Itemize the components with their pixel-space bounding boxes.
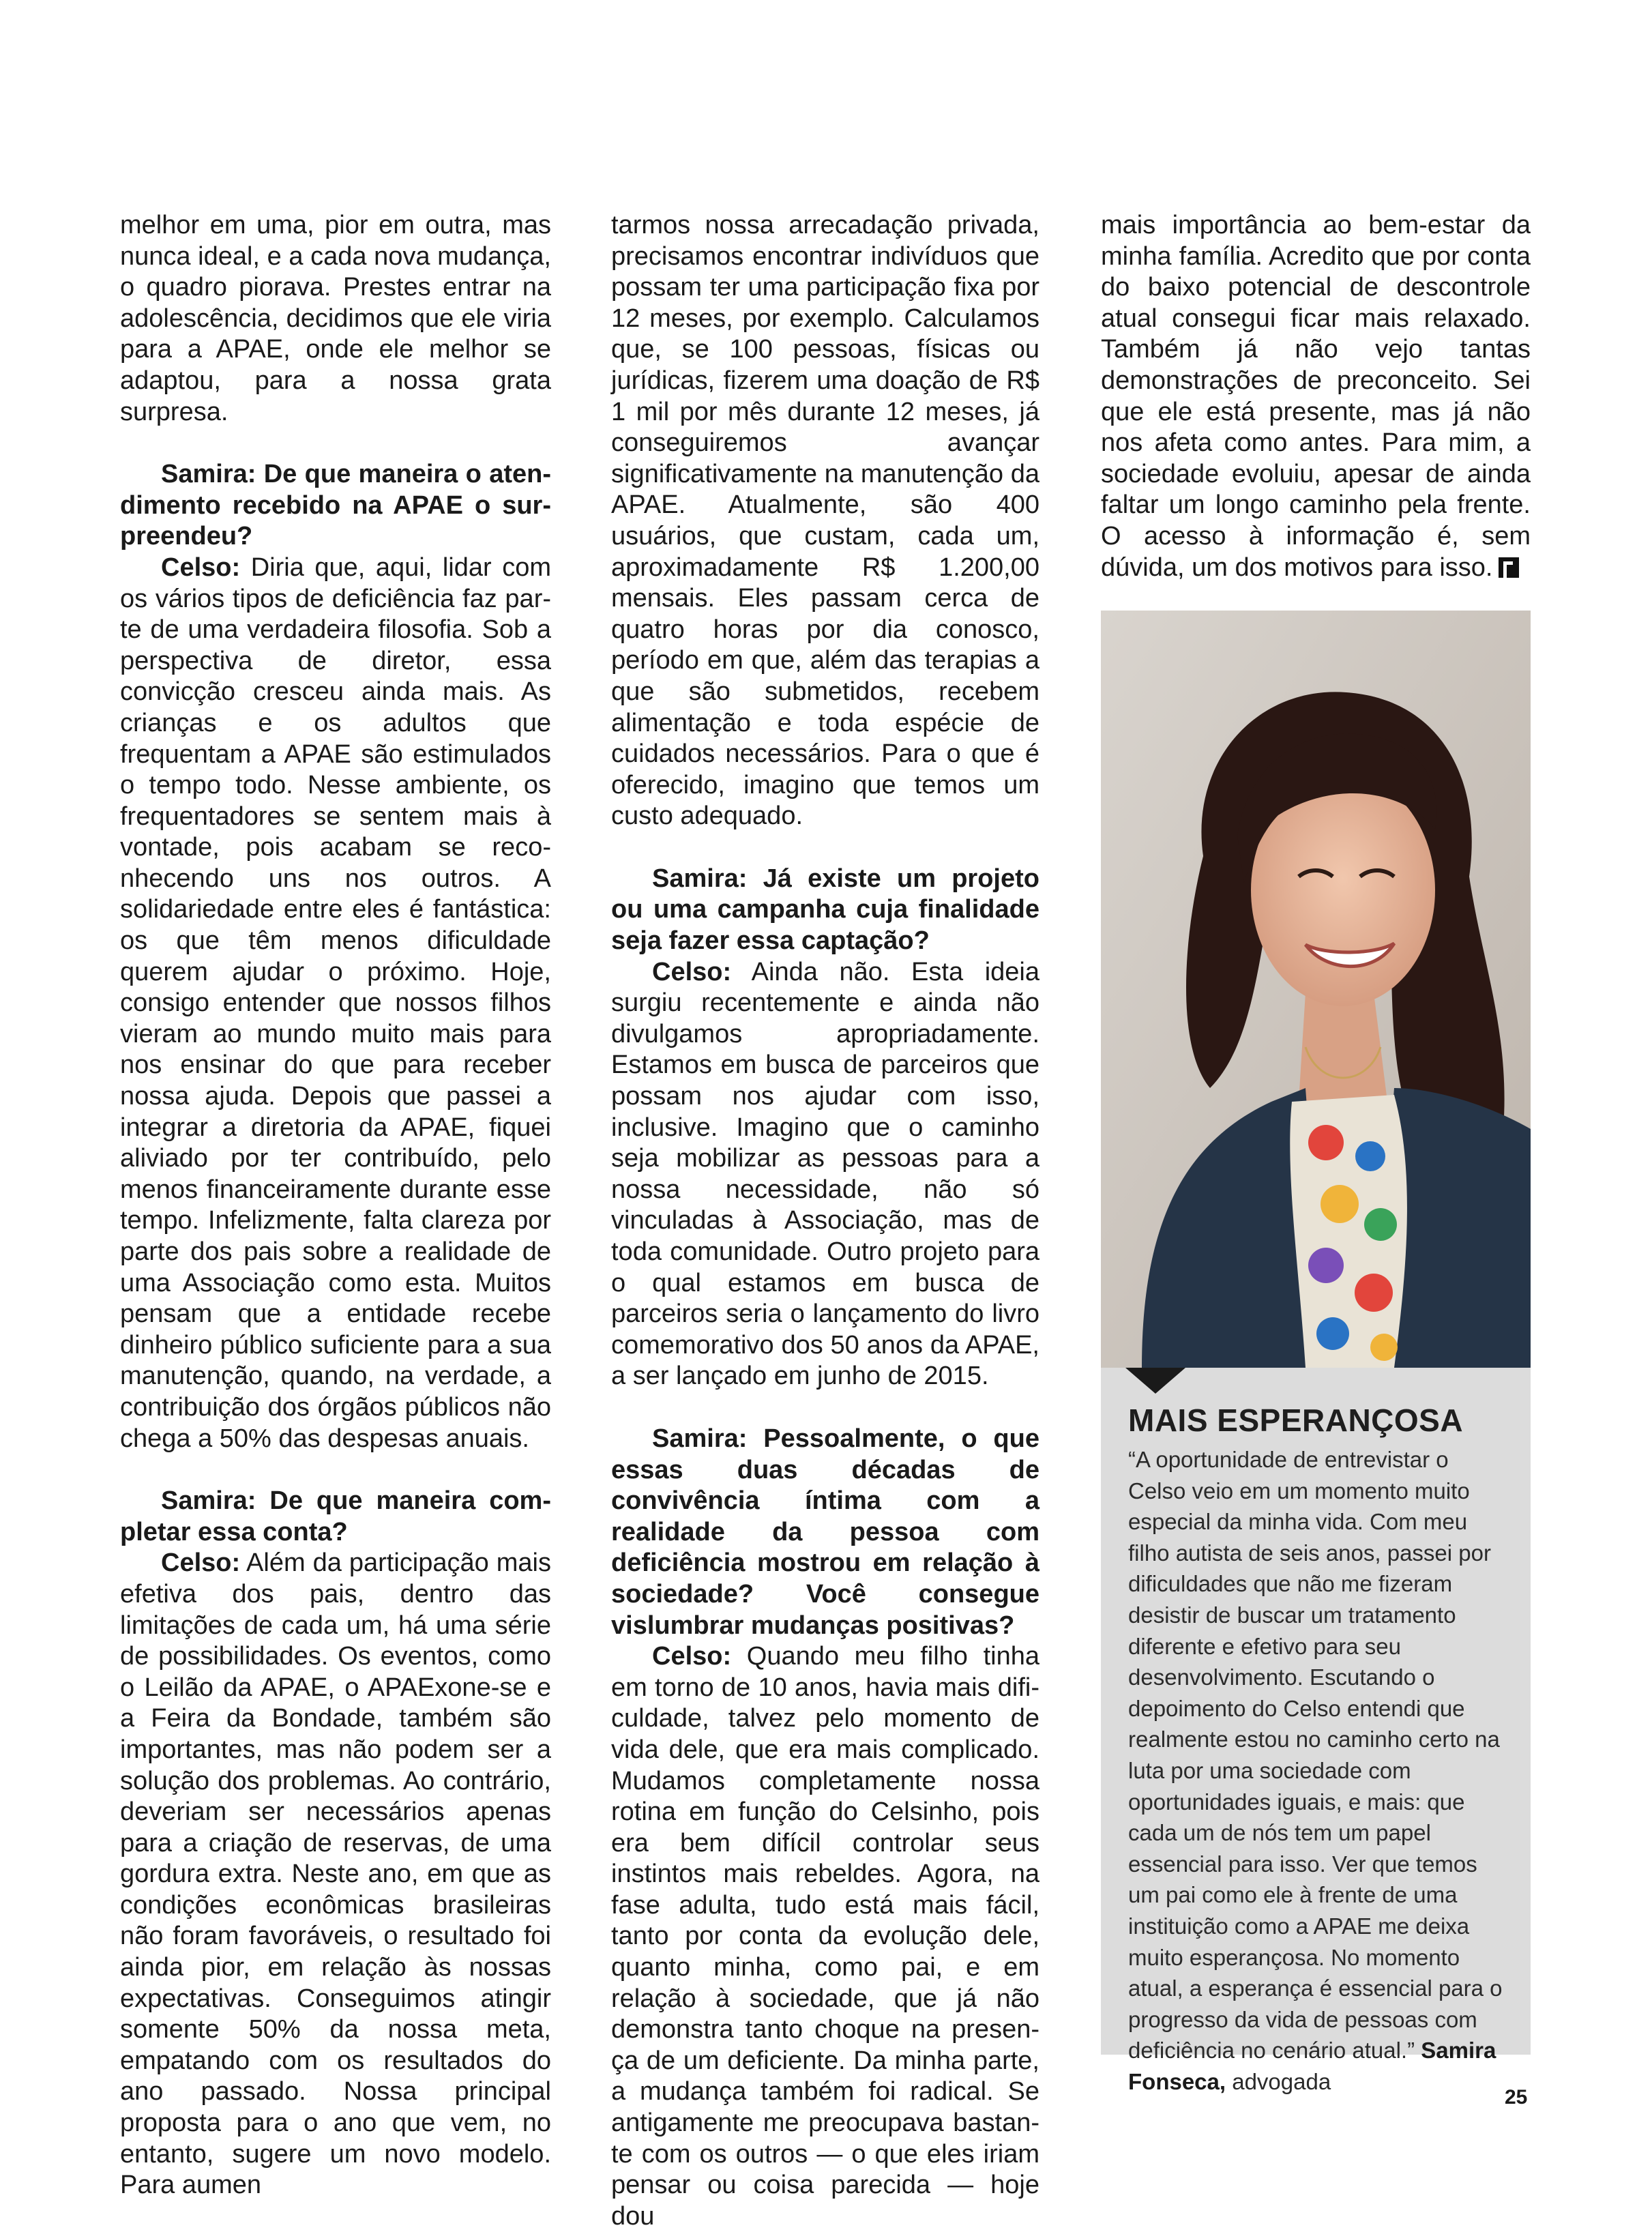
author-name: Samira Fonseca, [1128,2038,1496,2094]
speaker-label: Celso: [161,553,241,582]
interview-question: Samira: De que maneira completar essa conta? [120,1486,551,1546]
article-column-1 [120,210,551,2201]
interview-answer [611,957,1039,1392]
article-column-2 [611,210,1039,2232]
closing-text: mais importância ao bem-estar da minha família. Acredito que por conta do baixo potencial de descontrole atual consegui ficar mais relaxado. Também já não vejo tantas demonstrações de preconceito. Sei que ele está presente, mas já não nos afeta como antes. Para mim, a sociedade evoluiu, apesar de ainda faltar um longo caminho pela frente. O acesso à informação é, sem dúvida, um dos motivos para isso. [1101,211,1531,582]
answer-text: Diria que, aqui, lidar com os vários tipos de deficiência faz parte de uma verdadeira filosofia. Sob a perspectiva de diretor, essa convicção cresceu ainda mais. As crianças e os adultos que frequentam a APAE são estimulados o tempo todo. Nesse ambiente, os frequentadores se sentem mais à vontade, pois acabam se reconhecendo uns nos outros. A solidariedade entre eles é fantástica: os que têm menos dificuldade querem ajudar o próximo. Hoje, consigo entender que nossos filhos vieram ao mundo muito mais para nos ensinar do que para receber nossa ajuda. Depois que passei a integrar a diretoria da APAE, fiquei aliviado por ter contribuído, pelo menos financeiramente durante esse tempo. Infelizmente, falta clareza por parte dos pais sobre a realidade de uma Associação como esta. Muitos pensam que a entidade recebe dinheiro público suficiente para a sua manutenção, quando, na verdade, a contribuição dos órgãos públicos não chega a 50% das despesas anuais. [120,553,551,1453]
answer-text: Além da participação mais efetiva dos pais, dentro das limitações de cada um, há uma série de possibilidades. Os eventos, como o Leilão da APAE, o APAExone-se e a Feira da Bondade, também são importantes, mas não podem ser a solução dos problemas. Ao contrário, deveriam ser necessários apenas para a criação de reservas, de uma gordura extra. Neste ano, em que as condições econômicas brasileiras não foram favoráveis, o resultado foi ainda pior, em relação às nossas expectativas. Conseguimos atingir somente 50% da nossa meta, empatando com os resultados do ano passado. Nossa principal proposta para o ano que vem, no entanto, sugere um novo modelo. Para aumen [120,1548,551,2200]
quote-text: “A oportunidade de entrevistar o Celso veio em um momento muito especial da minha vida. Com meu filho autista de seis anos, passei por dificuldades que não me fizeram desistir de buscar um tratamento diferente e efetivo para seu desenvolvimento. Escutando o depoimento do Celso entendi que realmente estou no caminho certo na luta por uma sociedade com oportunidades iguais, e mais: que cada um de nós tem um papel essencial para isso. Ver que temos um pai como ele à frente de uma instituição como a APAE me deixa muito esperançosa. No momento atual, a esperança é essencial para o progresso da vida de pessoas com deficiência no cenário atual.” [1128,1447,1503,2064]
interview-question: Samira: De que maneira o atendimento recebido na APAE o surpreendeu? [120,460,551,551]
page-number: 25 [1505,2086,1528,2109]
sidebar-quote [1128,1444,1510,2097]
sidebar-box [1101,1368,1531,2094]
answer-text: Ainda não. Esta ideia surgiu recentemente e ainda não divulgamos apropriadamente. Estamos em busca de parceiros que possam nos ajudar com isso, inclusive. Imagino que o caminho seja mobilizar as pessoas para a nossa necessidade, não só vinculadas à Associação, mas de toda comunidade. Outro projeto para o qual estamos em busca de parceiros seria o lançamento do livro comemorativo dos 50 anos da APAE, a ser lançado em junho de 2015. [611,957,1039,1391]
interview-answer [611,1641,1039,2232]
interview-answer [120,553,551,1454]
paragraph: melhor em uma, pior em outra, mas nunca ideal, e a cada nova mudança, o quadro piorava. Prestes entrar na adolescência, decidimos que ele viria para a APAE, onde ele melhor se adaptou, para a nossa grata surpresa. [120,211,551,426]
article-column-3 [1101,210,1531,583]
interview-question: Samira: Já existe um projeto ou uma campanha cuja finalidade seja fazer essa captação? [611,864,1039,956]
end-of-article-icon [1499,557,1519,578]
answer-text: Quando meu filho tinha em torno de 10 anos, havia mais dificuldade, talvez pelo momento de vida dele, que era mais complicado. Mudamos completamente nossa rotina em função do Celsinho, pois era bem difícil controlar seus instintos mais rebeldes. Agora, na fase adulta, tudo está mais fácil, tanto por conta da evolução dele, quanto minha, como pai, e em relação à sociedade, que já não demonstra tanto choque na presença de um deficiente. Da minha parte, a mudança também foi radical. Se antigamente me preocupava bastante com os outros — o que eles iriam pensar ou coisa parecida — hoje dou [611,1642,1039,2231]
paragraph: tarmos nossa arrecadação privada, precisamos encontrar indivíduos que possam ter uma participação fixa por 12 meses, por exemplo. Calculamos que, se 100 pessoas, físicas ou jurídicas, fizerem uma doação de R$ 1 mil por mês durante 12 meses, já conseguiremos avançar significativamente na manutenção da APAE. Atualmente, são 400 usuários, que custam, cada um, aproximadamente R$ 1.200,00 mensais. Eles passam cerca de quatro horas por dia conosco, período em que, além das terapias a que são submetidos, recebem alimentação e toda espécie de cuidados necessários. Para o que é oferecido, imagino que temos um custo adequado. [611,211,1039,831]
sidebar-title: MAIS ESPERANÇOSA [1128,1403,1464,1438]
interview-question: Samira: Pessoalmente, o que essas duas décadas de convivência íntima com a realidade da pessoa com deficiência mostrou em relação à sociedade? Você consegue vislumbrar mudanças positivas? [611,1424,1039,1640]
paragraph [1101,210,1531,583]
interview-answer [120,1548,551,2201]
author-role: advogada [1226,2068,1331,2094]
portrait-photo [1101,611,1531,1368]
pointer-arrow-icon [1125,1368,1185,1394]
speaker-label: Celso: [652,1642,732,1671]
speaker-label: Celso: [652,957,732,986]
speaker-label: Celso: [161,1548,241,1578]
